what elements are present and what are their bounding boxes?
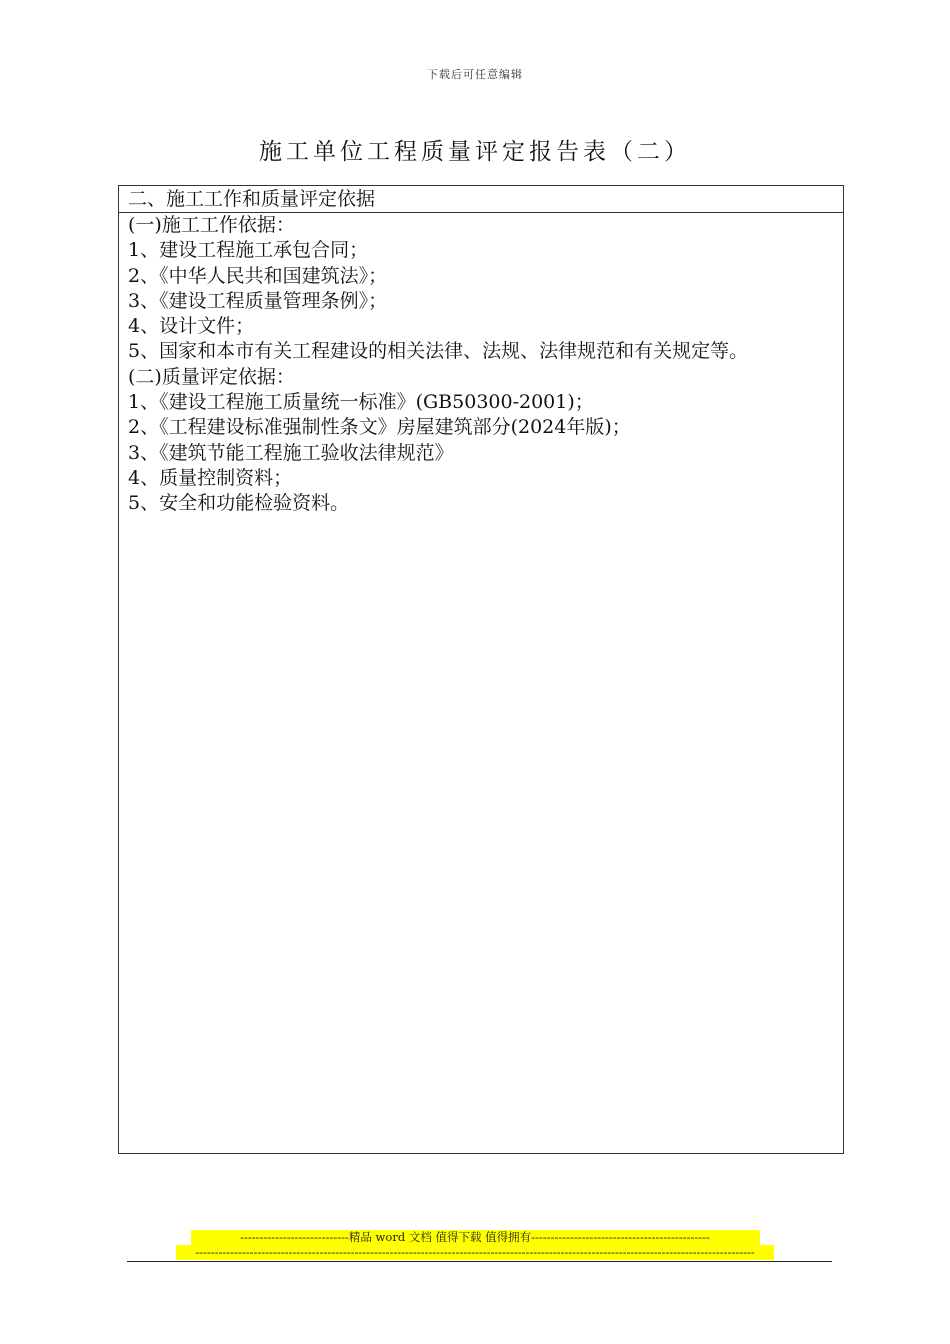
report-content	[119, 213, 843, 517]
section-heading: 二、施工工作和质量评定依据	[119, 186, 843, 213]
report-table	[118, 185, 844, 1154]
list-item: 3、《建筑节能工程施工验收法律规范》	[128, 441, 454, 464]
list-item: 5、国家和本市有关工程建设的相关法律、法规、法律规范和有关规定等。	[128, 340, 749, 363]
list-item: 2、《工程建设标准强制性条文》房屋建筑部分(2024年版)；	[128, 416, 631, 439]
footer-banner-line-1: ----------------------------精品 word 文档 值得下载 值得拥有----------------------------------------------	[191, 1230, 760, 1245]
footer-banner-text	[0, 1230, 950, 1245]
list-item: 1、《建设工程施工质量统一标准》(GB50300-2001)；	[128, 391, 594, 414]
header-note: 下载后可任意编辑	[427, 68, 523, 81]
list-item: 3、《建设工程质量管理条例》；	[128, 289, 388, 312]
list-item: 4、质量控制资料；	[128, 466, 293, 489]
footer-rule	[127, 1261, 832, 1262]
document-title: 施工单位工程质量评定报告表（二）	[259, 139, 691, 165]
list-item: 5、安全和功能检验资料。	[128, 492, 350, 515]
footer-banner-dashes	[0, 1245, 950, 1260]
subsection-heading-construction-basis: (一)施工工作依据：	[128, 214, 295, 236]
subsection-heading-quality-basis: (二)质量评定依据：	[128, 365, 295, 388]
list-item: 1、建设工程施工承包合同；	[128, 239, 369, 262]
list-item: 4、设计文件；	[128, 315, 255, 338]
footer-banner-line-2: ------------------------------------------------------------------------------------------------------------------------------------------------	[176, 1245, 774, 1260]
list-item: 2、《中华人民共和国建筑法》；	[128, 264, 388, 287]
